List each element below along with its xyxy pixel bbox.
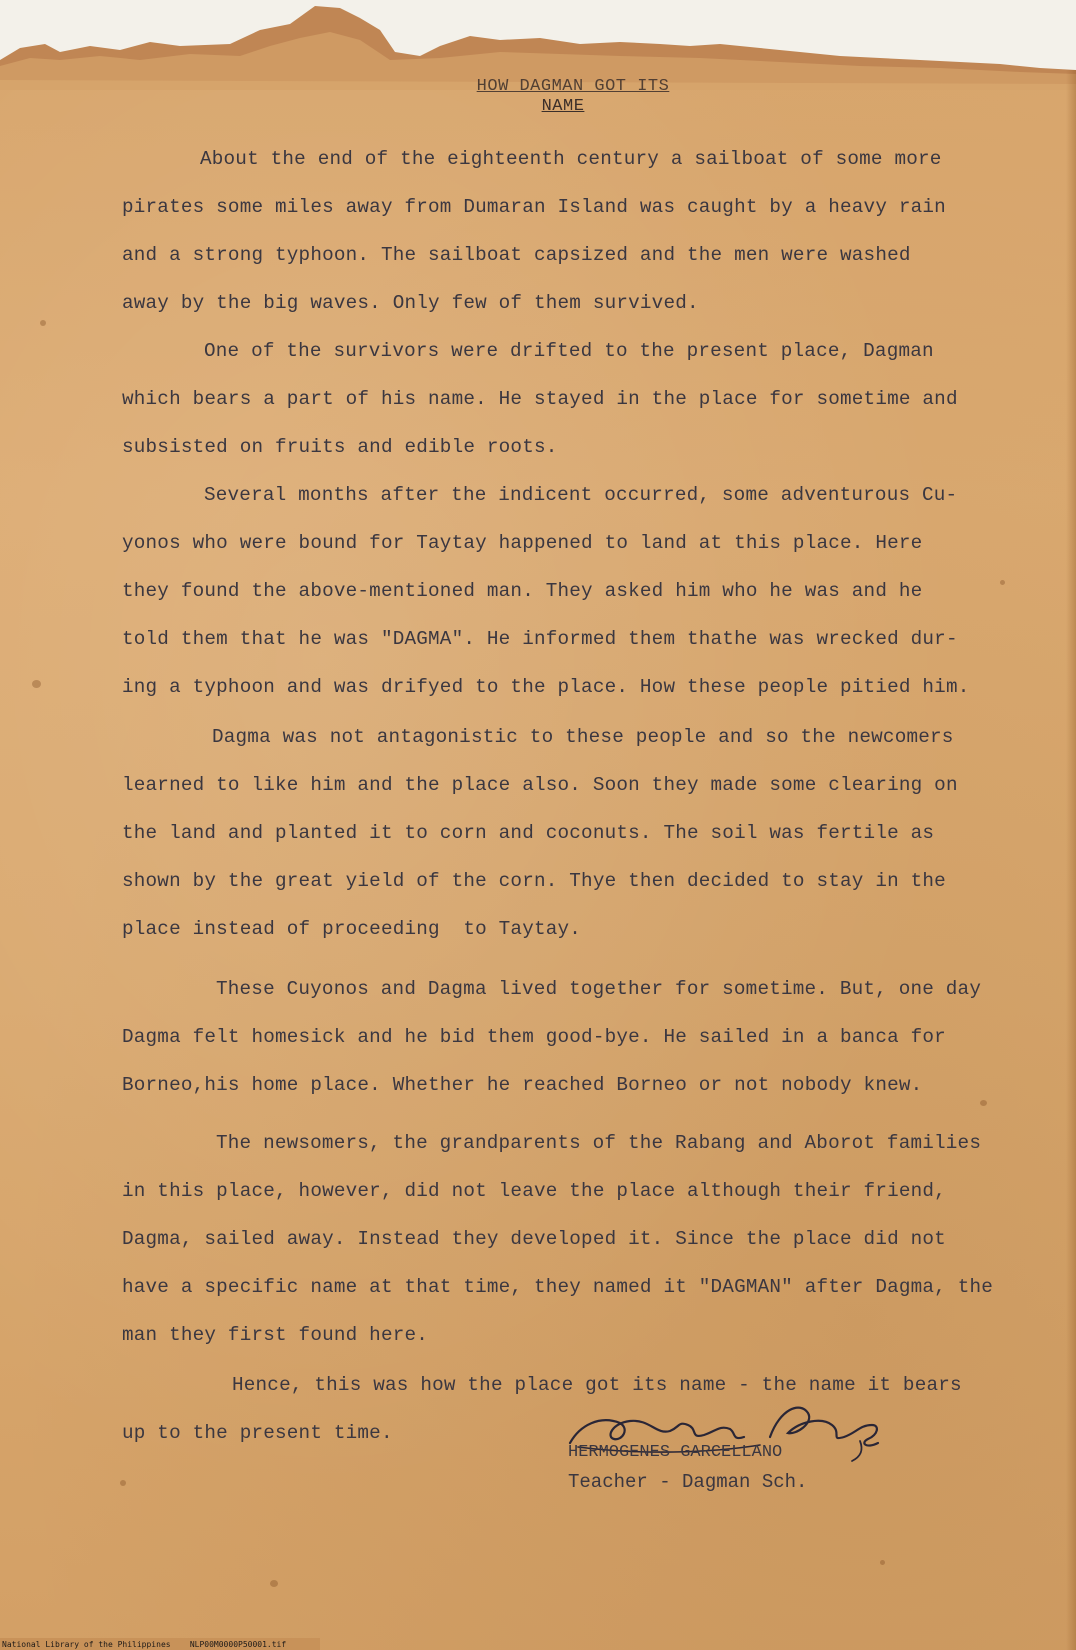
paragraph-line: Dagma, sailed away. Instead they developed it. Since the place did not [122, 1228, 946, 1250]
signature-block [560, 1395, 960, 1505]
paper-speck [120, 1480, 126, 1486]
paragraph-line: up to the present time. [122, 1422, 393, 1444]
archive-footer-text: National Library of the Philippines NLP00M0000P50001.tif [2, 1640, 287, 1649]
paragraph-line: which bears a part of his name. He stayed in the place for sometime and [122, 388, 958, 410]
paragraph-line: These Cuyonos and Dagma lived together for sometime. But, one day [216, 978, 982, 1000]
paragraph-line: and a strong typhoon. The sailboat capsized and the men were washed [122, 244, 911, 266]
paragraph-line: have a specific name at that time, they named it "DAGMAN" after Dagma, the [122, 1276, 994, 1298]
paragraph-line: subsisted on fruits and edible roots. [122, 436, 558, 458]
title-line-2: NAME [541, 97, 585, 116]
paragraph-line: Dagma felt homesick and he bid them good-bye. He sailed in a banca for [122, 1026, 946, 1048]
paragraph-line: pirates some miles away from Dumaran Island was caught by a heavy rain [122, 196, 946, 218]
paragraph-line: man they first found here. [122, 1324, 429, 1346]
paragraph-line: shown by the great yield of the corn. Thye then decided to stay in the [122, 870, 946, 892]
paper-speck [980, 1100, 987, 1106]
paragraph-line: Hence, this was how the place got its name - the name it bears [232, 1374, 962, 1396]
paragraph-line: Borneo,his home place. Whether he reached Borneo or not nobody knew. [122, 1074, 923, 1096]
paragraph-line: they found the above-mentioned man. They asked him who he was and he [122, 580, 923, 602]
paper-speck [1000, 580, 1005, 585]
paragraph-line: learned to like him and the place also. Soon they made some clearing on [122, 774, 958, 796]
signatory-title: Teacher - Dagman Sch. [568, 1471, 808, 1493]
paragraph-line: The newsomers, the grandparents of the Rabang and Aborot families [216, 1132, 982, 1154]
paper-speck [270, 1580, 278, 1587]
paragraph-line: Several months after the indicent occurred, some adventurous Cu- [204, 484, 958, 506]
paragraph-line: the land and planted it to corn and coconuts. The soil was fertile as [122, 822, 935, 844]
paragraph-line: in this place, however, did not leave the place although their friend, [122, 1180, 946, 1202]
paragraph-line: Dagma was not antagonistic to these people and so the newcomers [212, 726, 954, 748]
title-line-1: HOW DAGMAN GOT ITS [476, 77, 670, 96]
document-title [0, 77, 1076, 117]
paragraph-line: away by the big waves. Only few of them survived. [122, 292, 699, 314]
paragraph-line: place instead of proceeding to Taytay. [122, 918, 582, 940]
page-edge-shadow [1066, 70, 1076, 1650]
paragraph-line: told them that he was "DAGMA". He informed them thathe was wrecked dur- [122, 628, 958, 650]
paper-speck [32, 680, 41, 688]
paragraph-line: ing a typhoon and was drifyed to the place. How these people pitied him. [122, 676, 970, 698]
archive-footer [0, 1638, 320, 1650]
paper-speck [880, 1560, 885, 1565]
paragraph-line: yonos who were bound for Taytay happened to land at this place. Here [122, 532, 923, 554]
signatory-name: HERMOGENES GARCELLANO [568, 1443, 783, 1462]
paragraph-line: About the end of the eighteenth century a sailboat of some more [200, 148, 942, 170]
paper-speck [40, 320, 46, 326]
paragraph-line: One of the survivors were drifted to the present place, Dagman [204, 340, 934, 362]
